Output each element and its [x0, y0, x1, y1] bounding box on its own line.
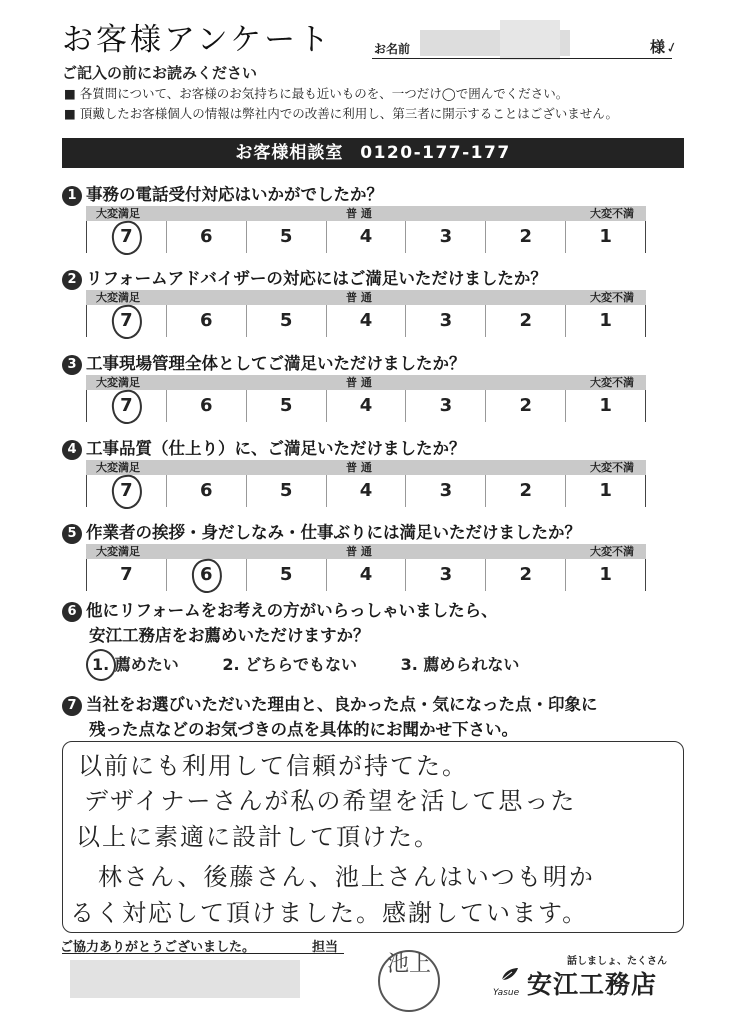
rating-option[interactable]: 5	[246, 559, 326, 591]
rating-option[interactable]: 6	[166, 390, 246, 422]
honorific: 様	[650, 38, 666, 56]
page-title: お客様アンケート	[62, 22, 333, 58]
rating-option[interactable]: 6	[166, 475, 246, 507]
rating-option[interactable]: 4	[326, 475, 406, 507]
rating-option[interactable]: 3	[405, 305, 485, 337]
name-underline	[372, 58, 672, 59]
rating-option[interactable]: 1	[565, 221, 646, 253]
question-7	[62, 691, 598, 716]
contact-label: お客様相談室	[235, 143, 344, 163]
company-logo-en: Yasue	[493, 988, 520, 998]
scale-label-middle: 普 通	[346, 545, 372, 558]
rating-option[interactable]: 1	[565, 559, 646, 591]
scale-label-right: 大変不満	[590, 461, 634, 474]
question-number-badge: 5	[62, 524, 82, 544]
scale-cells	[86, 305, 646, 337]
rating-option[interactable]: 5	[246, 475, 326, 507]
question-number-badge: 3	[62, 355, 82, 375]
rating-option[interactable]: 5	[246, 390, 326, 422]
handwritten-line: 以上に素適に設計して頂けた。	[76, 823, 440, 851]
question-1	[62, 181, 383, 206]
company-logo: 安江工務店	[527, 970, 658, 999]
company-tagline: 話しましょ、たくさん	[567, 956, 667, 967]
question-number-badge: 2	[62, 270, 82, 290]
scale-cells	[86, 559, 646, 591]
scale-label-right: 大変不満	[590, 207, 634, 220]
question-text: 作業者の挨拶・身だしなみ・仕事ぶりには満足いただけましたか？	[86, 523, 581, 542]
scale-label-middle: 普 通	[346, 461, 372, 474]
rating-option[interactable]: 7	[86, 559, 166, 591]
scale-label-left: 大変満足	[96, 545, 140, 558]
rating-option[interactable]: 2	[485, 475, 565, 507]
contact-bar	[62, 138, 684, 168]
name-label: お名前	[374, 42, 411, 56]
rating-option[interactable]: 4	[326, 221, 406, 253]
scale-label-left: 大変満足	[96, 207, 140, 220]
question-4	[62, 435, 466, 460]
staff-redacted	[70, 960, 300, 998]
rating-option[interactable]: 7	[86, 390, 166, 422]
scale-labels	[86, 460, 646, 475]
instruction-note: ■ 頂戴したお客様個人の情報は弊社内での改善に利用し、第三者に開示することはございません。	[64, 106, 619, 121]
rating-option[interactable]: 3	[405, 390, 485, 422]
instruction-note: ■ 各質問について、お客様のお気持ちに最も近いものを、一つだけ◯で囲んでください。	[64, 86, 569, 101]
rating-option[interactable]: 2	[485, 390, 565, 422]
rating-scale	[86, 375, 646, 422]
question-text: 工事品質（仕上り）に、ご満足いただけましたか？	[86, 439, 466, 458]
question-text: 事務の電話受付対応はいかがでしたか？	[86, 185, 383, 204]
rating-option[interactable]: 5	[246, 221, 326, 253]
question-text: 当社をお選びいただいた理由と、良かった点・気になった点・印象に	[86, 695, 598, 714]
rating-option[interactable]: 4	[326, 559, 406, 591]
rating-option[interactable]: 6	[166, 221, 246, 253]
answer-circle	[190, 557, 224, 595]
question-number-badge: 6	[62, 602, 82, 622]
rating-option[interactable]: 5	[246, 305, 326, 337]
question-text: 工事現場管理全体としてご満足いただけましたか？	[86, 354, 466, 373]
handwritten-line: デザイナーさんが私の希望を活して思った	[84, 787, 577, 815]
signature-underline	[62, 953, 344, 954]
scale-label-middle: 普 通	[346, 291, 372, 304]
rating-option[interactable]: 2	[485, 559, 565, 591]
answer-circle	[110, 219, 144, 257]
handwritten-line: 林さん、後藤さん、池上さんはいつも明か	[98, 863, 595, 891]
handwritten-line: 以前にも利用して信頼が持てた。	[78, 752, 468, 780]
staff-label: 担当	[312, 940, 339, 955]
rating-option[interactable]: 4	[326, 390, 406, 422]
question-number-badge: 1	[62, 186, 82, 206]
name-redacted-2	[500, 20, 560, 60]
question-number-badge: 4	[62, 440, 82, 460]
question-7-line2: 残った点などのお気づきの点を具体的にお聞かせ下さい。	[89, 720, 518, 739]
answer-circle	[83, 647, 118, 684]
rating-option[interactable]: 2	[485, 305, 565, 337]
staff-stamp: 池上	[378, 950, 440, 1012]
rating-scale	[86, 460, 646, 507]
rating-scale	[86, 544, 646, 591]
handwritten-line: るく対応して頂けました。感謝しています。	[70, 899, 589, 927]
rating-option[interactable]: 7	[86, 475, 166, 507]
rating-option[interactable]: 7	[86, 305, 166, 337]
scale-label-middle: 普 通	[346, 207, 372, 220]
thanks-message: ご協力ありがとうございました。	[60, 940, 256, 955]
answer-circle	[110, 473, 144, 511]
scale-cells	[86, 221, 646, 253]
question-6	[62, 597, 498, 622]
scale-cells	[86, 390, 646, 422]
rating-option[interactable]: 1	[565, 475, 646, 507]
answer-circle	[110, 388, 144, 426]
question-number-badge: 7	[62, 696, 82, 716]
check-mark-icon: ✓	[664, 39, 680, 58]
scale-label-right: 大変不満	[590, 376, 634, 389]
rating-option[interactable]: 7	[86, 221, 166, 253]
question-text: 他にリフォームをお考えの方がいらっしゃいましたら、	[86, 601, 498, 620]
answer-circle	[110, 303, 144, 341]
option-recommend[interactable]: 1. 薦めたい	[92, 655, 179, 674]
question-2	[62, 265, 547, 290]
question-6-line2: 安江工務店をお薦めいただけますか？	[89, 626, 370, 645]
scale-label-middle: 普 通	[346, 376, 372, 389]
rating-option[interactable]: 6	[166, 559, 246, 591]
question-5	[62, 519, 581, 544]
rating-option[interactable]: 1	[565, 390, 646, 422]
question-text: リフォームアドバイザーの対応にはご満足いただけましたか？	[86, 269, 547, 288]
rating-option[interactable]: 3	[405, 559, 485, 591]
question-6-options	[92, 652, 557, 675]
question-3	[62, 350, 466, 375]
rating-scale	[86, 290, 646, 337]
scale-label-left: 大変満足	[96, 291, 140, 304]
leaf-logo-icon	[500, 966, 520, 982]
option-neutral[interactable]: 2. どちらでもない	[222, 655, 357, 674]
rating-option[interactable]: 3	[405, 475, 485, 507]
rating-option[interactable]: 4	[326, 305, 406, 337]
rating-scale	[86, 206, 646, 253]
scale-label-right: 大変不満	[590, 291, 634, 304]
option-not-recommend[interactable]: 3. 薦められない	[400, 655, 520, 674]
scale-labels	[86, 375, 646, 390]
rating-option[interactable]: 6	[166, 305, 246, 337]
scale-label-left: 大変満足	[96, 461, 140, 474]
scale-labels	[86, 544, 646, 559]
scale-labels	[86, 206, 646, 221]
rating-option[interactable]: 2	[485, 221, 565, 253]
scale-cells	[86, 475, 646, 507]
contact-phone: 0120-177-177	[360, 143, 511, 163]
scale-labels	[86, 290, 646, 305]
scale-label-right: 大変不満	[590, 545, 634, 558]
rating-option[interactable]: 1	[565, 305, 646, 337]
rating-option[interactable]: 3	[405, 221, 485, 253]
scale-label-left: 大変満足	[96, 376, 140, 389]
instructions-heading: ご記入の前にお読みください	[62, 64, 258, 82]
